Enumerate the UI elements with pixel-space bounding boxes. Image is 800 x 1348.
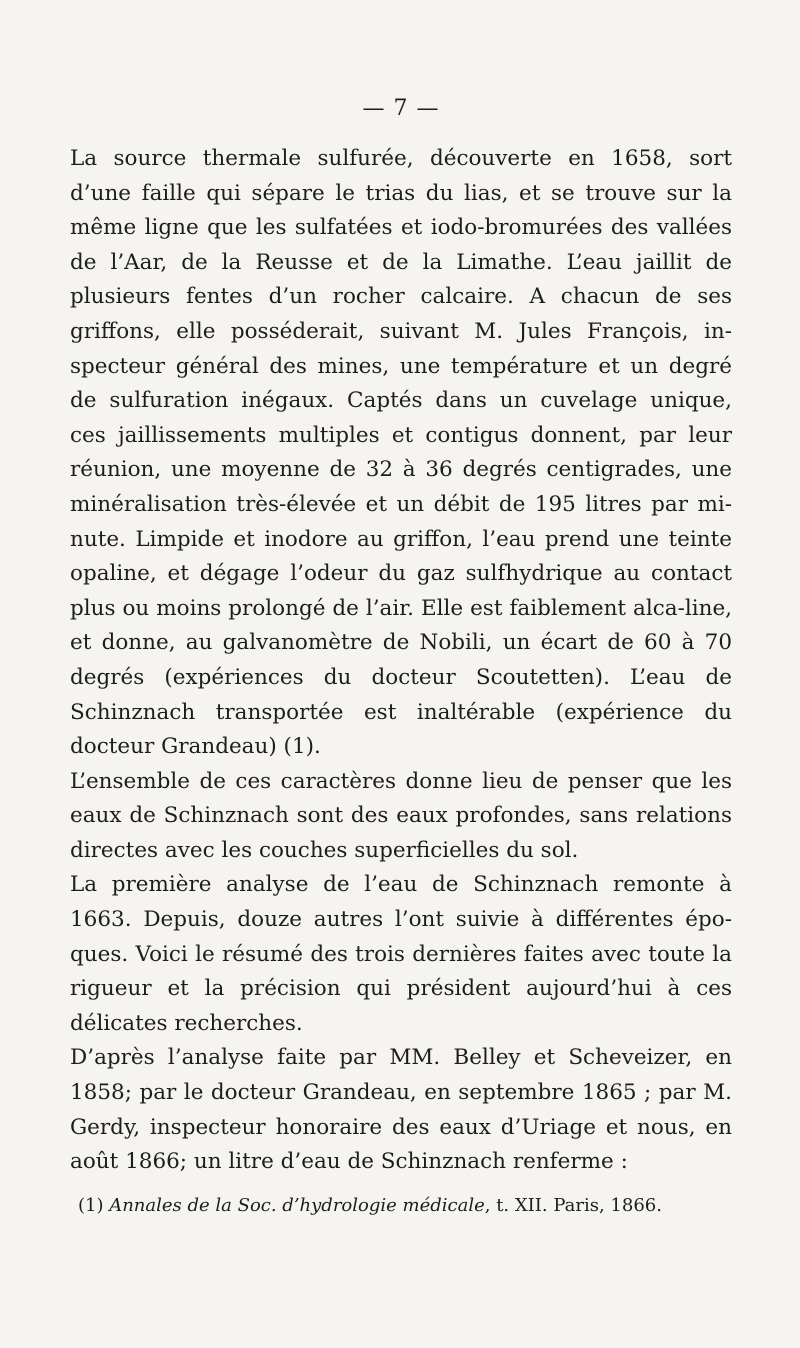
paragraph-3: La première analyse de l’eau de Schinznach remonte à 1663. Depuis, douze autres l’ont suivie à différentes épo-ques. Voici le résumé des trois dernières faites avec toute la rigueur et la précision qui président aujourd’hui à ces délicates recherches. [70, 872, 732, 1036]
footnote-mark: (1) [78, 1194, 110, 1216]
paragraph-1: La source thermale sulfurée, découverte en 1658, sort d’une faille qui sépare le trias du lias, et se trouve sur la même ligne que les sulfatées et iodo-bromurées des vallées de l’Aar, de la Reusse et de la Limathe. L’eau jaillit de plusieurs fentes d’un rocher calcaire. A chacun de ses griffons, elle posséderait, suivant M. Jules François, in-specteur général des mines, une température et un degré de sulfuration inégaux. Captés dans un cuvelage unique, ces jaillissements multiples et contigus donnent, par leur réunion, une moyenne de 32 à 36 degrés centigrades, une minéralisation très-élevée et un débit de 195 litres par mi-nute. Limpide et inodore au griffon, l’eau prend une teinte opaline, et dégage l’odeur du gaz sulfhydrique au contact plus ou moins prolongé de l’air. Elle est faiblement alca-line, et donne, au galvanomètre de Nobili, un écart de 60 à 70 degrés (expériences du docteur Scoutetten). L’eau de Schinznach transportée est inaltérable (expérience du docteur Grandeau) (1). [70, 146, 732, 760]
page-number: — 7 — [362, 96, 440, 121]
footnote-rest: , t. XII. Paris, 1866. [484, 1194, 662, 1216]
paragraph-4: D’après l’analyse faite par MM. Belley et Scheveizer, en 1858; par le docteur Grandeau, en septembre 1865 ; par M. Gerdy, inspecteur honoraire des eaux d’Uriage et nous, en août 1866; un litre d’eau de Schinznach renferme : [70, 1045, 732, 1175]
document-page [70, 96, 732, 1218]
footnote [70, 1194, 732, 1218]
body-text [70, 142, 732, 1180]
footnote-title: Annales de la Soc. d’hydrologie médicale [109, 1194, 485, 1216]
paragraph-2: L’ensemble de ces caractères donne lieu de penser que les eaux de Schinznach sont des eaux profondes, sans relations directes avec les couches superficielles du sol. [70, 768, 732, 863]
